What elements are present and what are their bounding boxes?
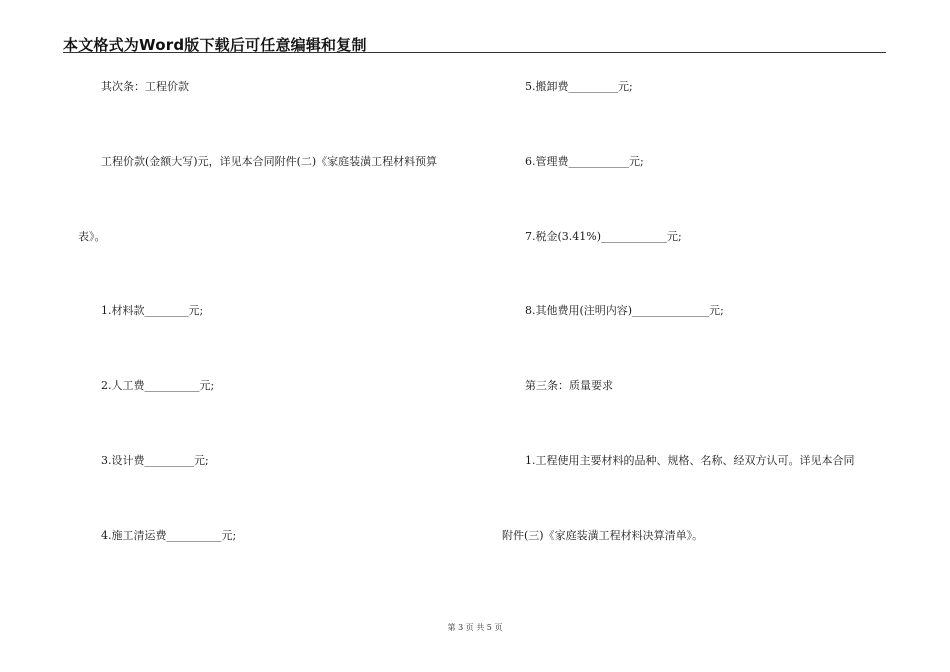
item-moving-fee: 5.搬卸费_________元; <box>525 80 633 93</box>
paragraph-payment-continued: 表》。 <box>78 230 106 243</box>
header-divider <box>63 52 886 53</box>
section-heading-quality: 第三条：质量要求 <box>525 379 613 392</box>
item-management-fee: 6.管理费___________元; <box>525 155 644 168</box>
item-design-fee: 3.设计费_________元; <box>101 454 209 467</box>
item-tax: 7.税金(3.41%)____________元; <box>525 230 682 243</box>
paragraph-materials-continued: 附件(三)《家庭装潢工程材料决算清单》。 <box>502 529 704 542</box>
paragraph-payment-text: 工程价款(金额大写)元，详见本合同附件(二)《家庭装潢工程材料预算 <box>101 155 438 168</box>
document-header-title: 本文格式为Word版下载后可任意编辑和复制 <box>63 36 367 54</box>
paragraph-materials-text: 1.工程使用主要材料的品种、规格、名称、经双方认可。详见本合同 <box>525 454 855 467</box>
section-heading-payment: 其次条：工程价款 <box>101 80 189 93</box>
item-labor-fee: 2.人工费__________元; <box>101 379 215 392</box>
page-number: 第 3 页 共 5 页 <box>447 623 503 632</box>
item-materials-fee: 1.材料款________元; <box>101 304 204 317</box>
item-cleanup-fee: 4.施工清运费__________元; <box>101 529 237 542</box>
item-other-fees: 8.其他费用(注明内容)______________元; <box>525 304 724 317</box>
